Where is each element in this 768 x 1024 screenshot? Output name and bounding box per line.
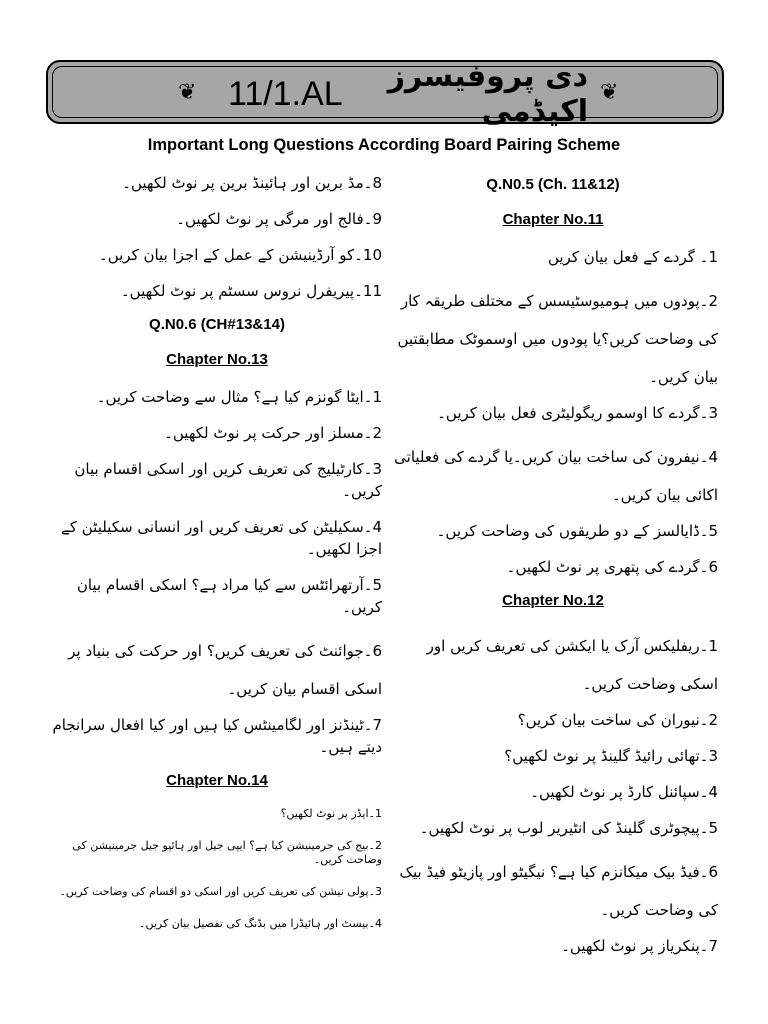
question-item: 5۔پیچوٹری گلینڈ کی انٹیریر لوب پر نوٹ لکھیں۔ bbox=[419, 819, 718, 837]
title-banner bbox=[46, 59, 724, 129]
flourish-right-icon: ❦ bbox=[600, 80, 619, 105]
question-item: 6۔فیڈ بیک میکانزم کیا ہے؟ نیگیٹو اور پازیٹو فیڈ بیک کی وضاحت کریں۔ bbox=[399, 863, 718, 919]
chapter-heading: Chapter No.11 bbox=[502, 211, 604, 228]
question-item: 7۔ٹینڈنز اور لگامینٹس کیا ہیں اور کیا افعال سرانجام دیتے ہیں۔ bbox=[52, 716, 382, 756]
question-item: 5۔ڈایالسز کے دو طریقوں کی وضاحت کریں۔ bbox=[436, 522, 718, 540]
question-item: 10۔کو آرڈینیشن کے عمل کے اجزا بیان کریں۔ bbox=[98, 246, 382, 264]
question-item: 6۔گردے کی پتھری پر نوٹ لکھیں۔ bbox=[506, 558, 718, 576]
question-item: 9۔فالج اور مرگی پر نوٹ لکھیں۔ bbox=[176, 210, 382, 228]
question-item: 1۔ریفلیکس آرک یا ایکشن کی تعریف کریں اور اسکی وضاحت کریں۔ bbox=[426, 637, 718, 693]
question-item: 3۔کارٹیلیج کی تعریف کریں اور اسکی اقسام بیان کریں۔ bbox=[74, 460, 382, 500]
question-item: 4۔بیسٹ اور ہائیڈرا میں بڈنگ کی تفصیل بیان کریں۔ bbox=[139, 917, 382, 930]
question-item: 8۔مڈ برین اور ہائینڈ برین پر نوٹ لکھیں۔ bbox=[122, 174, 382, 192]
question-item: 3۔گردے کا اوسمو ریگولیٹری فعل بیان کریں۔ bbox=[437, 404, 718, 422]
question-item: 4۔سپائنل کارڈ پر نوٹ لکھیں۔ bbox=[530, 783, 718, 801]
question-item: 2۔مسلز اور حرکت پر نوٹ لکھیں۔ bbox=[164, 424, 382, 442]
left-column bbox=[52, 172, 382, 949]
question-heading: Q.N0.5 (Ch. 11&12) bbox=[486, 176, 620, 193]
question-item: 6۔جوائنٹ کی تعریف کریں؟ اور حرکت کی بنیاد پر اسکی اقسام بیان کریں۔ bbox=[68, 642, 382, 698]
chapter-heading: Chapter No.12 bbox=[502, 592, 604, 609]
question-item: 1۔ایٹا گونزم کیا ہے؟ مثال سے وضاحت کریں۔ bbox=[96, 388, 382, 406]
question-item: 11۔پیریفرل نروس سسٹم پر نوٹ لکھیں۔ bbox=[120, 282, 382, 300]
question-item: 7۔پنکریاز پر نوٹ لکھیں۔ bbox=[561, 937, 718, 955]
question-item: 2۔پودوں میں ہومیوسٹیسس کے مختلف طریقہ کار کی وضاحت کریں؟یا پودوں میں اوسموٹک مطابقتیں بیان کریں۔ bbox=[397, 292, 718, 386]
question-item: 2۔بیج کی جرمینیشن کیا ہے؟ ایپی جیل اور ہائپو جیل جرمینیشن کی وضاحت کریں۔ bbox=[72, 839, 382, 866]
right-column bbox=[388, 172, 718, 971]
question-item: 4۔نیفرون کی ساخت بیان کریں۔یا گردے کی فعلیاتی اکائی بیان کریں۔ bbox=[394, 448, 718, 504]
chapter-heading: Chapter No.13 bbox=[166, 351, 268, 368]
question-heading: Q.N0.6 (CH#13&14) bbox=[149, 316, 285, 333]
flourish-left-icon: ❦ bbox=[178, 80, 197, 105]
question-item: 2۔نیوران کی ساخت بیان کریں؟ bbox=[517, 711, 718, 729]
question-item: 3۔تھائی رائیڈ گلینڈ پر نوٹ لکھیں؟ bbox=[504, 747, 718, 765]
question-item: 3۔پولی نیشن کی تعریف کریں اور اسکی دو اقسام کی وضاحت کریں۔ bbox=[59, 885, 382, 898]
page-subtitle: Important Long Questions According Board Pairing Scheme bbox=[147, 136, 621, 154]
class-code: 11/1.AL bbox=[228, 74, 343, 113]
chapter-heading: Chapter No.14 bbox=[166, 772, 268, 789]
question-item: 5۔آرتھرائٹس سے کیا مراد ہے؟ اسکی اقسام بیان کریں۔ bbox=[76, 576, 382, 616]
question-item: 1۔ گردے کے فعل بیان کریں bbox=[547, 248, 718, 266]
question-item: 1۔ایڈز پر نوٹ لکھیں؟ bbox=[280, 807, 382, 820]
banner-title bbox=[228, 59, 588, 129]
academy-name: دی پروفیسرز اکیڈمی bbox=[387, 59, 588, 129]
question-item: 4۔سکیلیٹن کی تعریف کریں اور انسانی سکیلیٹن کے اجزا لکھیں۔ bbox=[61, 518, 382, 558]
